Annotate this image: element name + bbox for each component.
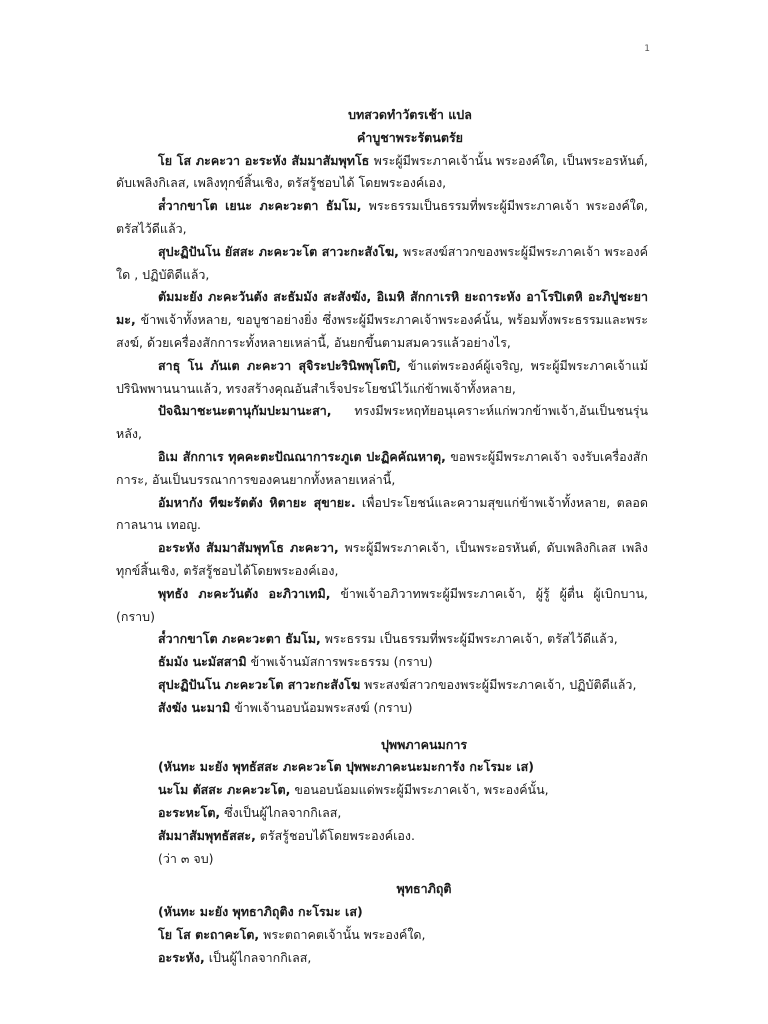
- paragraph: [116, 492, 648, 538]
- verse-line: [116, 628, 648, 651]
- pali-text: ปัจฉิมาชะนะตานุกัมปะมานะสา,: [158, 403, 332, 419]
- pali-text: สัมมาสัมพุทธัสสะ,: [158, 827, 256, 843]
- thai-translation: พระตถาคตเจ้านั้น พระองค์ใด,: [259, 926, 426, 942]
- pali-text: อะระหะโต,: [158, 804, 221, 820]
- spacer: [116, 720, 648, 734]
- thai-translation: พระธรรมเป็นธรรมที่พระผู้มีพระภาคเจ้า พระองค์ใด, ตรัสไว้ดีแล้ว,: [116, 198, 648, 236]
- thai-translation: เป็นผู้ไกลจากกิเลส,: [204, 949, 312, 965]
- thai-translation: ตรัสรู้ชอบได้โดยพระองค์เอง.: [255, 827, 415, 843]
- pali-text: อะระหัง สัมมาสัมพุทโธ ภะคะวา,: [158, 540, 339, 556]
- paragraph: [116, 583, 648, 629]
- thai-translation: ข้าแต่พระองค์ผู้เจริญ, พระผู้มีพระภาคเจ้าแม้ปรินิพพานนานแล้ว, ทรงสร้างคุณอันสำเร็จประโยชน์ไว้แก่ข้าพเจ้าทั้งหลาย,: [116, 357, 648, 396]
- pali-text: ธัมมัง นะมัสสามิ: [158, 654, 247, 670]
- thai-translation: ข้าพเจ้านอบน้อมพระสงฆ์ (กราบ): [230, 699, 413, 715]
- thai-translation: ข้าพเจ้าทั้งหลาย, ขอบูชาอย่างยิ่ง ซึ่งพระผู้มีพระภาคเจ้าพระองค์นั้น, พร้อมทั้งพระธรรมและพระสงฆ์, ด้วยเครื่องสักการะทั้งหลายเหล่านี้, อันยกขึ้นตามสมควรแล้วอย่างไร,: [116, 312, 648, 350]
- verse-line: [116, 947, 648, 970]
- pali-text: โย โส ตะถาคะโต,: [158, 926, 260, 942]
- paragraph: [116, 355, 648, 401]
- verse-line: [116, 825, 648, 848]
- document-body: [116, 104, 648, 969]
- thai-translation: พระผู้มีพระภาคเจ้านั้น พระองค์ใด, เป็นพระอรหันต์, ดับเพลิงกิเลส, เพลิงทุกข์สิ้นเชิง, ตรัสรู้ชอบได้ โดยพระองค์เอง,: [116, 152, 649, 191]
- thai-translation: พระสงฆ์สาวกของพระผู้มีพระภาคเจ้า พระองค์ใด , ปฏิบัติดีแล้ว,: [116, 243, 648, 282]
- pali-text: นะโม ตัสสะ ภะคะวะโต,: [158, 782, 291, 798]
- pali-text: สุปะฏิปันโน ภะคะวะโต สาวะกะสังโฆ: [158, 676, 361, 692]
- thai-translation: พระผู้มีพระภาคเจ้า, เป็นพระอรหันต์, ดับเพลิงกิเลส เพลิงทุกข์สิ้นเชิง, ตรัสรู้ชอบได้โดยพระองค์เอง,: [116, 540, 648, 578]
- verse-line: [116, 779, 648, 802]
- verse-line: [116, 924, 648, 947]
- verse-line: [116, 651, 648, 674]
- thai-translation: พระธรรม เป็นธรรมที่พระผู้มีพระภาคเจ้า, ตรัสไว้ดีแล้ว,: [320, 631, 618, 647]
- paragraph: [116, 446, 648, 492]
- pali-text: สุปะฏิปันโน ยัสสะ ภะคะวะโต สาวะกะสังโฆ,: [158, 243, 399, 259]
- pali-text: ส๎วากขาโต เยนะ ภะคะวะตา ธัมโม,: [158, 198, 362, 214]
- verse-line: [116, 848, 648, 871]
- paragraph: [116, 286, 648, 354]
- thai-translation: เพื่อประโยชน์และความสุขแก่ข้าพเจ้าทั้งหลาย, ตลอดกาลนาน เทอญ.: [116, 494, 648, 533]
- section-title-buddhabhithuti: พุทธาภิถุติ: [396, 881, 452, 897]
- page-number: 1: [644, 44, 650, 54]
- verse-line: [116, 697, 648, 720]
- pali-text: อัมหากัง ทีฆะรัตตัง หิตายะ สุขายะ.: [158, 494, 356, 510]
- pali-text: โย โส ภะคะวา อะระหัง สัมมาสัมพุทโธ: [158, 152, 370, 168]
- pali-text: พุทธัง ภะคะวันตัง อะภิวาเทมิ,: [158, 585, 331, 601]
- verse-line: [116, 802, 648, 825]
- verse-line: [116, 756, 648, 779]
- pali-text: สังฆัง นะมามิ: [158, 699, 231, 715]
- doc-title: บทสวดทำวัตรเช้า แปล: [348, 107, 472, 122]
- section-title-pubbabhaga: ปุพพภาคนมการ: [380, 736, 468, 752]
- pali-text: (หันทะ มะยัง พุทธาภิถุติง กะโรมะ เส): [158, 904, 363, 920]
- thai-translation: ขอพระผู้มีพระภาคเจ้า จงรับเครื่องสักการะ, อันเป็นบรรณาการของคนยากทั้งหลายเหล่านี้,: [116, 448, 648, 487]
- spacer: [116, 870, 648, 878]
- thai-translation: พระสงฆ์สาวกของพระผู้มีพระภาคเจ้า, ปฏิบัติดีแล้ว,: [360, 676, 637, 692]
- pali-text: สาธุ โน ภันเต ภะคะวา สุจิระปะรินิพพุโตปิ,: [158, 357, 401, 373]
- section-title-ratanatrai: คำบูชาพระรัตนตรัย: [356, 129, 464, 145]
- pali-text: (หันทะ มะยัง พุทธัสสะ ภะคะวะโต ปุพพะภาคะนะมะการัง กะโรมะ เส): [158, 759, 534, 775]
- thai-translation: ทรงมีพระหฤทัยอนุเคราะห์แก่พวกข้าพเจ้า,อันเป็นชนรุ่นหลัง,: [116, 403, 648, 442]
- pali-text: อะระหัง,: [158, 949, 205, 965]
- pali-text: ส๎วากขาโต ภะคะวะตา ธัมโม,: [158, 631, 321, 647]
- thai-translation: ข้าพเจ้าอภิวาทพระผู้มีพระภาคเจ้า, ผู้รู้ ผู้ตื่น ผู้เบิกบาน, (กราบ): [116, 585, 649, 624]
- pali-text: ตัมมะยัง ภะคะวันตัง สะธัมมัง สะสังฆัง, อิเมหิ สักกาเรหิ ยะถาระหัง อาโรปิเตหิ อะภิปูชะยามะ,: [116, 289, 648, 328]
- thai-translation: ขอนอบน้อมแด่พระผู้มีพระภาคเจ้า, พระองค์นั้น,: [290, 782, 549, 798]
- thai-translation: ซึ่งเป็นผู้ไกลจากกิเลส,: [220, 804, 342, 820]
- verse-line: [116, 674, 648, 697]
- thai-translation: ข้าพเจ้านมัสการพระธรรม (กราบ): [246, 654, 433, 670]
- paragraph: [116, 195, 648, 241]
- paragraph: [116, 150, 648, 196]
- paragraph: [116, 537, 648, 583]
- paragraph: [116, 241, 648, 287]
- verse-line: [116, 901, 648, 924]
- pali-text: อิเม สักกาเร ทุคคะตะปัณณาการะภูเต ปะฏิคคัณหาตุ,: [158, 448, 446, 464]
- repeat-note: (ว่า ๓ จบ): [158, 850, 214, 866]
- paragraph: [116, 400, 648, 446]
